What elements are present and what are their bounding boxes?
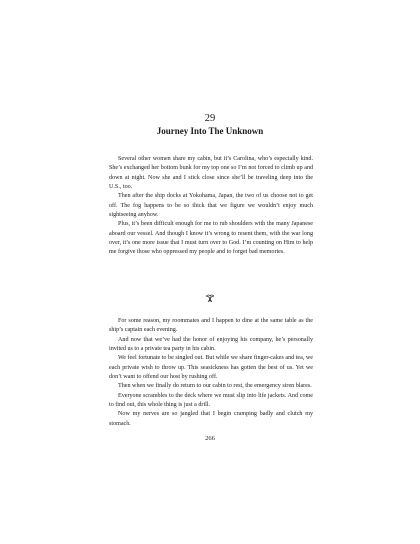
paragraph: Plus, it’s been difficult enough for me to rub shoulders with the many Japanese aboard our vessel. And though I know it’s wrong to resent them, with the war long over, it’s one more issue that I must turn over to God. I’m counting on Him to help me forgive those who oppressed my people and to forget bad memories. xyxy=(109,221,313,256)
paragraph: For some reason, my roommates and I happen to dine at the same table as the ship’s captain each evening. xyxy=(109,318,313,334)
paragraph: We feel fortunate to be singled out. But while we share finger-cakes and tea, we each private wish to throw up. This seasickness has gotten the best of us. Yet we don’t want to offend our host by rushing off. xyxy=(109,355,313,381)
paragraph: Then when we finally do return to our cabin to rest, the emergency siren blares. xyxy=(118,383,312,390)
page-number: 266 xyxy=(205,435,215,442)
paragraph: And now that we’ve had the honor of enjoying his company, he’s personally invited us to a private tea party in his cabin. xyxy=(109,336,313,353)
paragraph: Then after the ship docks at Yokohama, Japan, the two of us choose not to get off. The fog happens to be so thick that we figure we wouldn’t enjoy much sightseeing anyhow. xyxy=(109,193,313,219)
dove-ornament-icon xyxy=(0,290,420,308)
paragraph: Several other women share my cabin, but it’s Carolina, who’s especially kind. She’s exchanged her bottom bunk for my top one so I’m not forced to climb up and down at night. Now she and I stick close since she’ll be traveling deep into the U.S., too. xyxy=(109,156,313,191)
section-1-text xyxy=(109,155,313,258)
paragraph: Everyone scrambles to the deck where we must slip into life jackets. And come to find out, this whole thing is just a drill. xyxy=(109,392,313,409)
chapter-title: Journey Into The Unknown xyxy=(156,126,264,136)
chapter-number: 29 xyxy=(204,113,216,124)
paragraph: Now my nerves are so jangled that I begin cramping badly and clutch my stomach. xyxy=(109,411,313,427)
section-2-text xyxy=(109,317,313,429)
